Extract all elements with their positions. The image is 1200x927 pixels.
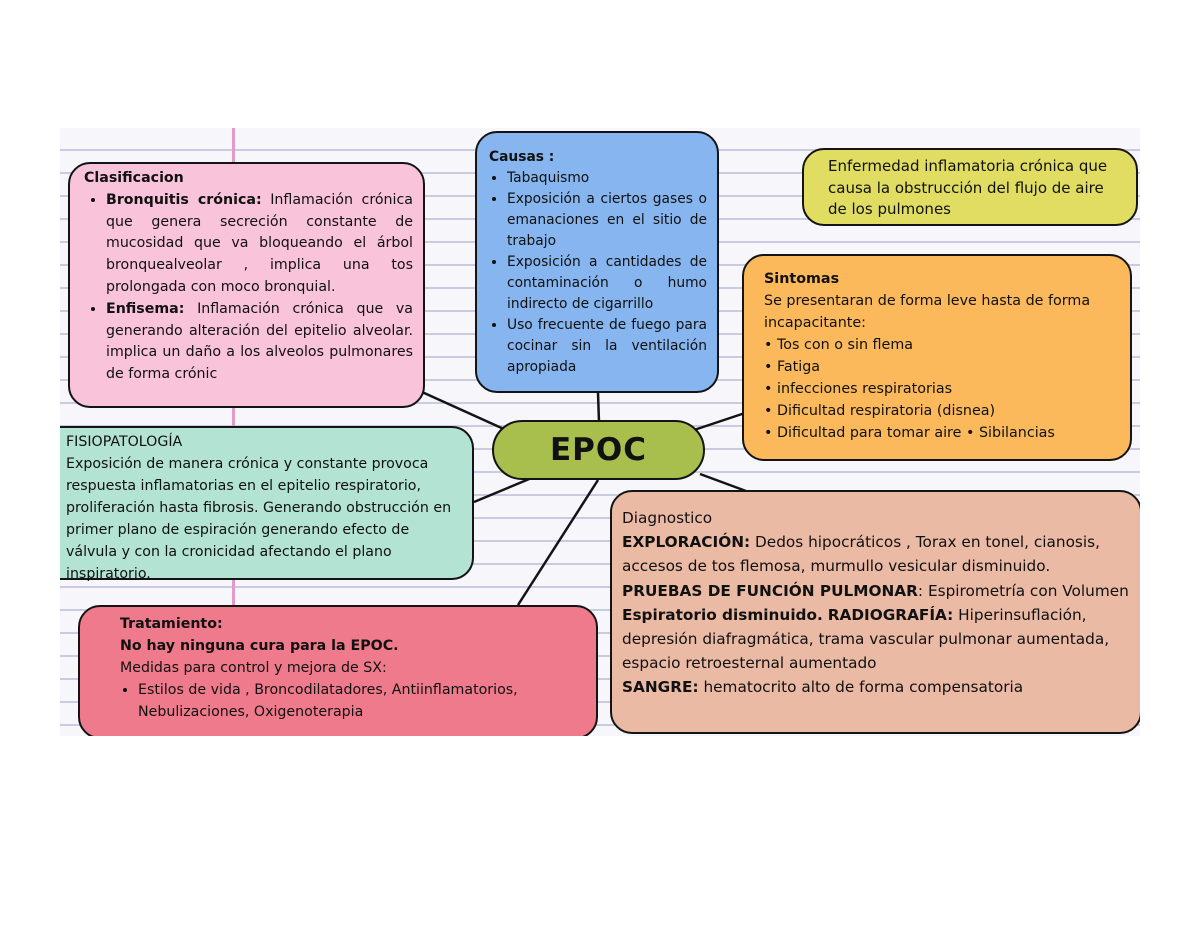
causas-box [475,131,719,393]
clasificacion-list [84,190,413,386]
connector-clasificacion [422,392,506,430]
clasificacion-term: Bronquitis crónica: [106,191,262,208]
tratamiento-title: Tratamiento: [120,616,223,632]
tratamiento-item: • Estilos de vida , Broncodilatadores, Antiinflamatorios, Nebulizaciones, Oxigenoterapia [138,679,584,723]
connector-diagnostico [700,474,746,491]
causas-list [489,168,707,378]
sintomas-item: • Dificultad para tomar aire • Sibilancias [764,425,1055,441]
sintomas-intro: Se presentaran de forma leve hasta de forma incapacitante: [764,293,1091,331]
pruebas-text: : Espirometría con Volumen [917,581,1129,600]
diagnostico-body [622,530,1130,699]
sintomas-title: Sintomas [764,271,840,287]
fisiopatologia-title: FISIOPATOLOGÍA [66,434,183,450]
causas-item: • Uso frecuente de fuego para cocinar sin la ventilación apropiada [507,315,707,378]
concept-map-canvas [60,128,1140,736]
sintomas-item: • Dificultad respiratoria (disnea) [764,403,996,419]
epoc-central-node: EPOC [492,420,705,480]
definicion-box [802,148,1138,226]
exploracion-text: Dedos hipocráticos , Torax en tonel, cianosis, accesos de tos flemosa, murmullo vesicular disminuido. [622,533,1100,576]
espiratorio-label: Espiratorio disminuido. [622,605,823,624]
fisiopatologia-text: Exposición de manera crónica y constante provoca respuesta inflamatorias en el epitelio respiratorio, proliferación hasta fibrosis. Generando obstrucción en primer plano de espiración generando efecto de válvula y con la cronicidad afectando el plano inspiratorio. [66,456,452,582]
radiografia-text: Hiperinsuflación, depresión diafragmática, trama vascular pulmonar aumentada, espacio retroesternal aumentado [622,605,1110,673]
tratamiento-intro: Medidas para control y mejora de SX: [120,660,387,676]
clasificacion-text: Inflamación crónica que va generando alteración del epitelio alveolar. implica un daño a los alveolos pulmonares de forma crónic [106,300,413,383]
tratamiento-box [78,605,598,736]
fisiopatologia-box [60,426,474,580]
clasificacion-item-enfisema [106,299,413,386]
diagnostico-box [610,490,1140,734]
definicion-text: Enfermedad inflamatoria crónica que causa la obstrucción del flujo de aire de los pulmones [828,157,1108,218]
pruebas-label: PRUEBAS DE FUNCIÓN PULMONAR [622,581,918,600]
sintomas-item: • Tos con o sin flema [764,337,914,353]
causas-item: • Exposición a cantidades de contaminación o humo indirecto de cigarrillo [507,252,707,315]
sintomas-item: • Fatiga [764,359,821,375]
radiografia-label: RADIOGRAFÍA: [827,605,954,624]
sintomas-box [742,254,1132,461]
sangre-text: hematocrito alto de forma compensatoria [703,678,1024,697]
tratamiento-list [120,679,584,723]
tratamiento-subtitle: No hay ninguna cura para la EPOC. [120,638,399,654]
sangre-label: SANGRE: [622,678,699,697]
connector-fisiopatologia [474,477,534,502]
clasificacion-item-bronquitis [106,190,413,299]
causas-item: • Exposición a ciertos gases o emanaciones en el sitio de trabajo [507,189,707,252]
connector-causas [598,393,599,422]
clasificacion-title: Clasificacion [84,170,184,186]
clasificacion-term: Enfisema: [106,300,185,317]
exploracion-label: EXPLORACIÓN: [622,533,751,552]
diagnostico-title: Diagnostico [622,509,713,527]
causas-title: Causas : [489,149,555,165]
clasificacion-text: Inflamación crónica que genera secreción constante de mucosidad que va bloqueando el árbol bronquealveolar , implica una tos prolongada con moco bronquial. [106,191,413,295]
connector-sintomas [694,413,745,430]
causas-item: • Tabaquismo [507,168,707,189]
sintomas-item: • infecciones respiratorias [764,381,953,397]
connector-tratamiento [518,480,598,605]
clasificacion-box [68,162,425,408]
